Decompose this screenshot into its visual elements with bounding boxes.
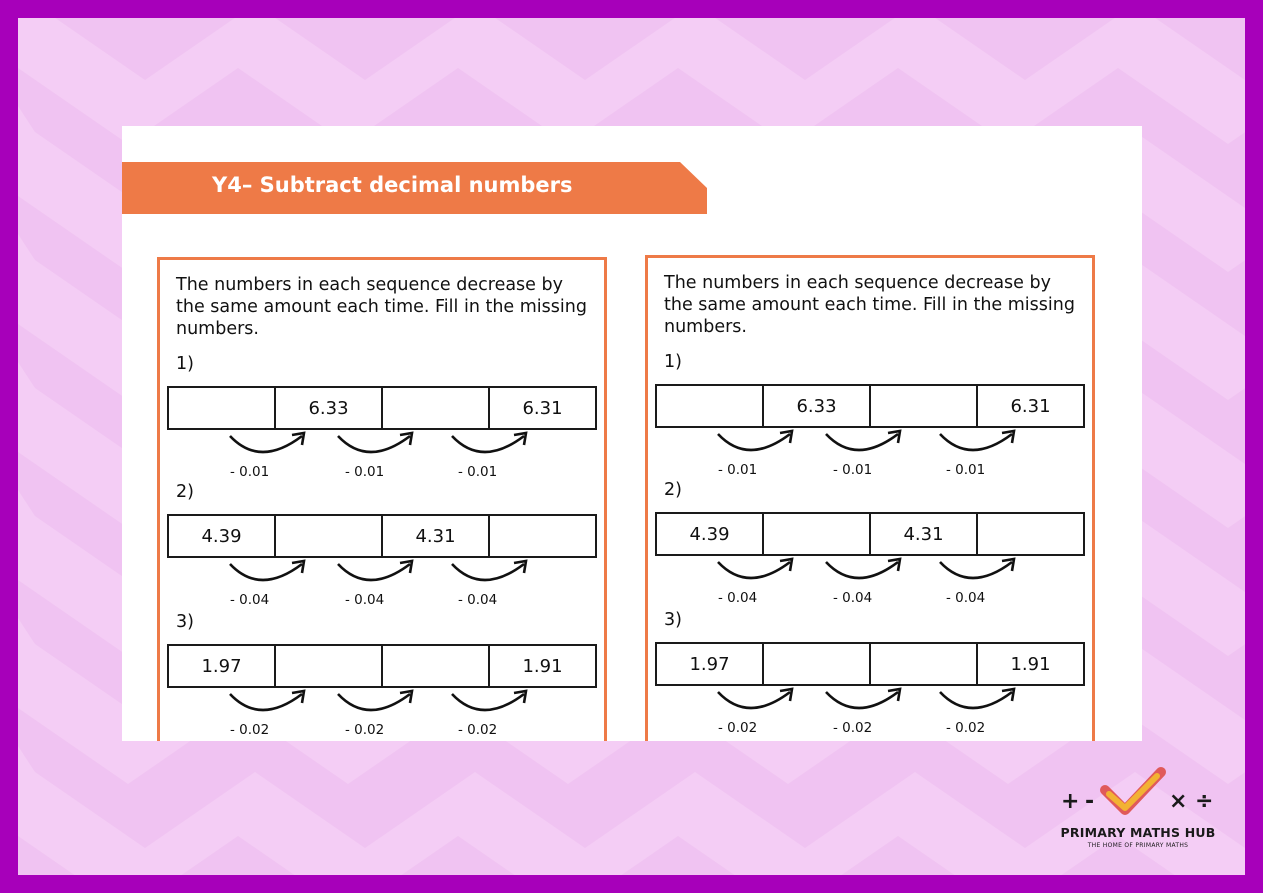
difference-label: - 0.01 xyxy=(230,464,270,480)
logo-tagline: THE HOME OF PRIMARY MATHS xyxy=(1087,842,1189,849)
sequence-cell-blank[interactable] xyxy=(657,386,764,426)
sequence-cell: 1.97 xyxy=(657,644,764,684)
minus-icon: - xyxy=(1085,789,1095,814)
primary-maths-hub-logo xyxy=(1043,756,1233,866)
sequence-row xyxy=(655,512,1085,556)
curved-arrow-icon xyxy=(338,433,412,452)
sequence-row xyxy=(167,386,597,430)
difference-label: - 0.01 xyxy=(946,462,986,478)
difference-label: - 0.04 xyxy=(458,592,498,608)
difference-label: - 0.04 xyxy=(833,590,873,606)
sequence-cell: 4.39 xyxy=(657,514,764,554)
instructions: The numbers in each sequence decrease by the same amount each time. Fill in the missing numbers. xyxy=(176,275,587,339)
question-number: 1) xyxy=(176,354,194,374)
instructions: The numbers in each sequence decrease by the same amount each time. Fill in the missing numbers. xyxy=(664,273,1075,337)
sequence-row xyxy=(655,384,1085,428)
difference-label: - 0.02 xyxy=(458,722,498,738)
worksheet-card-left xyxy=(157,257,607,741)
sequence-row xyxy=(167,644,597,688)
sequence-cell: 6.31 xyxy=(1010,395,1051,417)
question-number: 3) xyxy=(664,610,682,630)
difference-arrows xyxy=(220,688,600,720)
checkmark-icon xyxy=(1105,772,1161,810)
question-number: 2) xyxy=(176,482,194,502)
sequence-cell: 6.31 xyxy=(522,397,563,419)
curved-arrow-icon xyxy=(718,431,792,450)
sequence-cell: 1.91 xyxy=(522,655,563,677)
curved-arrow-icon xyxy=(718,559,792,578)
sequence-cell-blank[interactable] xyxy=(383,646,490,686)
background-frame xyxy=(18,18,1245,875)
sequence-cell-blank[interactable] xyxy=(764,514,871,554)
difference-label: - 0.01 xyxy=(833,462,873,478)
difference-arrows xyxy=(220,430,600,462)
logo-symbols xyxy=(1043,756,1233,824)
sequence-cell-blank[interactable] xyxy=(764,644,871,684)
sequence-row xyxy=(655,642,1085,686)
worksheet-preview xyxy=(122,126,1142,741)
sequence-cell: 6.33 xyxy=(276,388,383,428)
difference-label: - 0.04 xyxy=(230,592,270,608)
sequence-row xyxy=(167,514,597,558)
sequence-cell-blank[interactable] xyxy=(978,514,1083,554)
curved-arrow-icon xyxy=(826,431,900,450)
sequence-cell: 4.31 xyxy=(871,514,978,554)
curved-arrow-icon xyxy=(940,689,1014,708)
sequence-cell-blank[interactable] xyxy=(383,388,490,428)
sequence-cell-blank[interactable] xyxy=(490,516,595,556)
curved-arrow-icon xyxy=(940,559,1014,578)
curved-arrow-icon xyxy=(452,691,526,710)
curved-arrow-icon xyxy=(230,433,304,452)
sequence-cell: 6.33 xyxy=(764,386,871,426)
curved-arrow-icon xyxy=(338,561,412,580)
sequence-cell-blank[interactable] xyxy=(871,386,978,426)
sequence-cell-blank[interactable] xyxy=(169,388,276,428)
sequence-cell: 4.31 xyxy=(383,516,490,556)
difference-label: - 0.04 xyxy=(345,592,385,608)
difference-label: - 0.01 xyxy=(718,462,758,478)
difference-label: - 0.02 xyxy=(345,722,385,738)
difference-label: - 0.02 xyxy=(230,722,270,738)
difference-arrows xyxy=(708,428,1088,460)
difference-label: - 0.02 xyxy=(946,720,986,736)
difference-label: - 0.02 xyxy=(718,720,758,736)
sequence-cell: 1.91 xyxy=(1010,653,1051,675)
curved-arrow-icon xyxy=(338,691,412,710)
difference-label: - 0.01 xyxy=(458,464,498,480)
sequence-cell-blank[interactable] xyxy=(871,644,978,684)
curved-arrow-icon xyxy=(230,691,304,710)
curved-arrow-icon xyxy=(826,559,900,578)
curved-arrow-icon xyxy=(718,689,792,708)
difference-label: - 0.04 xyxy=(946,590,986,606)
question-number: 3) xyxy=(176,612,194,632)
curved-arrow-icon xyxy=(826,689,900,708)
logo-name: PRIMARY MATHS HUB xyxy=(1060,825,1216,840)
worksheet-title: Y4– Subtract decimal numbers xyxy=(212,173,573,197)
curved-arrow-icon xyxy=(230,561,304,580)
question-number: 2) xyxy=(664,480,682,500)
curved-arrow-icon xyxy=(452,433,526,452)
difference-label: - 0.04 xyxy=(718,590,758,606)
difference-label: - 0.01 xyxy=(345,464,385,480)
question-number: 1) xyxy=(664,352,682,372)
times-icon: × xyxy=(1169,789,1188,814)
worksheet-card-right xyxy=(645,255,1095,741)
difference-arrows xyxy=(220,558,600,590)
curved-arrow-icon xyxy=(452,561,526,580)
divide-icon: ÷ xyxy=(1195,789,1214,814)
sequence-cell: 4.39 xyxy=(169,516,276,556)
difference-label: - 0.02 xyxy=(833,720,873,736)
zigzag-stripe xyxy=(18,18,1245,80)
difference-arrows xyxy=(708,556,1088,588)
sequence-cell-blank[interactable] xyxy=(276,646,383,686)
curved-arrow-icon xyxy=(940,431,1014,450)
plus-icon: + xyxy=(1061,789,1080,814)
difference-arrows xyxy=(708,686,1088,718)
sequence-cell-blank[interactable] xyxy=(276,516,383,556)
sequence-cell: 1.97 xyxy=(169,646,276,686)
